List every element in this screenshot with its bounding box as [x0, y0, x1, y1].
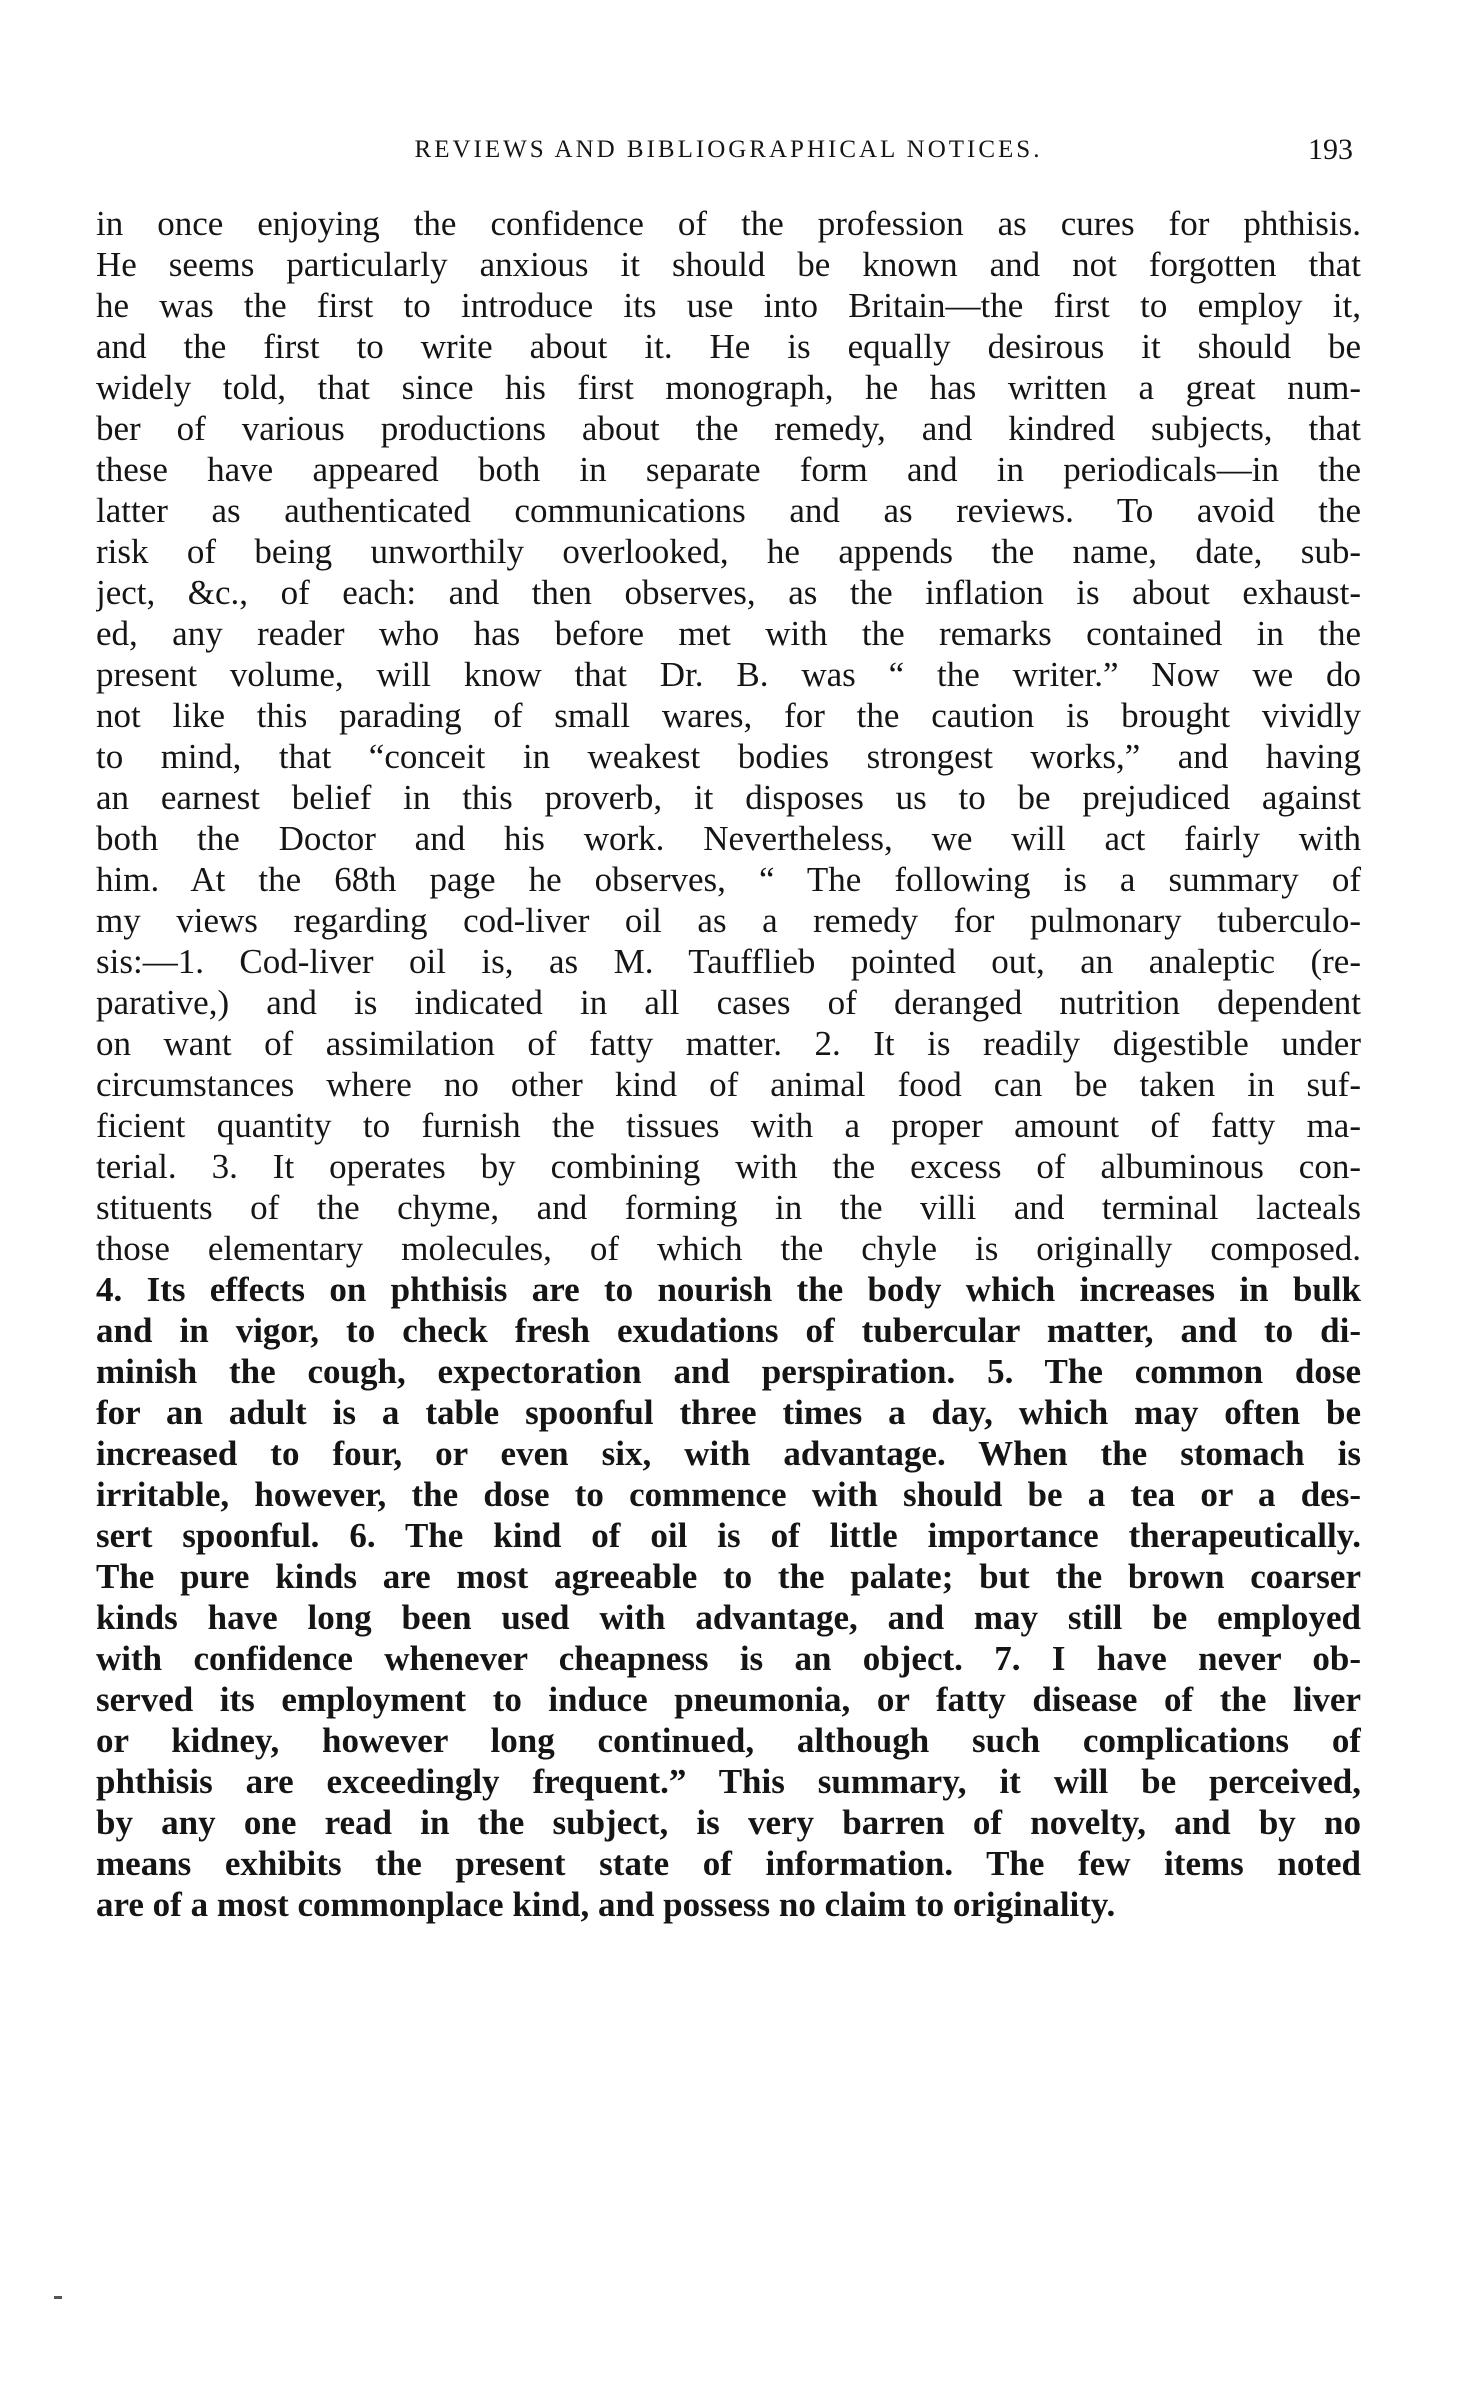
page-number: 193	[1308, 133, 1353, 166]
running-title: REVIEWS AND BIBLIOGRAPHICAL NOTICES.	[414, 136, 1043, 163]
text-line: on want of assimilation of fatty matter. 2. It is readily digestible under	[96, 1024, 1361, 1063]
text-line: terial. 3. It operates by combining with the excess of albuminous con-	[96, 1147, 1361, 1186]
text-line: irritable, however, the dose to commence with should be a tea or a des-	[96, 1475, 1361, 1514]
text-line: latter as authenticated communications and as reviews. To avoid the	[96, 491, 1361, 530]
text-line: he was the first to introduce its use into Britain—the first to employ it,	[96, 286, 1361, 325]
text-line: or kidney, however long continued, although such complications of	[96, 1721, 1361, 1760]
text-line: those elementary molecules, of which the chyle is originally composed.	[96, 1229, 1361, 1268]
text-line: He seems particularly anxious it should be known and not forgotten that	[96, 245, 1361, 284]
text-line: my views regarding cod-liver oil as a remedy for pulmonary tuberculo-	[96, 901, 1361, 940]
text-line: an earnest belief in this proverb, it disposes us to be prejudiced against	[96, 778, 1361, 817]
text-line: to mind, that “conceit in weakest bodies strongest works,” and having	[96, 737, 1361, 776]
text-line: ber of various productions about the remedy, and kindred subjects, that	[96, 409, 1361, 448]
text-line: both the Doctor and his work. Nevertheless, we will act fairly with	[96, 819, 1361, 858]
text-line: means exhibits the present state of information. The few items noted	[96, 1844, 1361, 1883]
text-line: these have appeared both in separate form and in periodicals—in the	[96, 450, 1361, 489]
text-line: not like this parading of small wares, for the caution is brought vividly	[96, 696, 1361, 735]
text-line: minish the cough, expectoration and perspiration. 5. The common dose	[96, 1352, 1361, 1391]
text-line: widely told, that since his first monograph, he has written a great num-	[96, 368, 1361, 407]
text-line: present volume, will know that Dr. B. was “ the writer.” Now we do	[96, 655, 1361, 694]
text-line: phthisis are exceedingly frequent.” This summary, it will be perceived,	[96, 1762, 1361, 1801]
text-line: ed, any reader who has before met with the remarks contained in the	[96, 614, 1361, 653]
text-line: in once enjoying the confidence of the profession as cures for phthisis.	[96, 204, 1361, 243]
text-line: are of a most commonplace kind, and possess no claim to originality.	[96, 1885, 1116, 1924]
text-line: with confidence whenever cheapness is an object. 7. I have never ob-	[96, 1639, 1361, 1678]
text-line: sis:—1. Cod-liver oil is, as M. Taufflieb pointed out, an analeptic (re-	[96, 942, 1361, 981]
text-line: by any one read in the subject, is very barren of novelty, and by no	[96, 1803, 1361, 1842]
stray-ink-mark	[54, 2296, 62, 2299]
text-line: stituents of the chyme, and forming in the villi and terminal lacteals	[96, 1188, 1361, 1227]
text-line: The pure kinds are most agreeable to the palate; but the brown coarser	[96, 1557, 1361, 1596]
text-line: circumstances where no other kind of animal food can be taken in suf-	[96, 1065, 1361, 1104]
text-line: served its employment to induce pneumonia, or fatty disease of the liver	[96, 1680, 1361, 1719]
text-line: for an adult is a table spoonful three times a day, which may often be	[96, 1393, 1361, 1432]
page-header	[96, 128, 1361, 172]
body-text	[96, 203, 1361, 1925]
text-line: sert spoonful. 6. The kind of oil is of little importance therapeutically.	[96, 1516, 1361, 1555]
text-line: ficient quantity to furnish the tissues with a proper amount of fatty ma-	[96, 1106, 1361, 1145]
text-line: kinds have long been used with advantage, and may still be employed	[96, 1598, 1361, 1637]
text-line: and the first to write about it. He is equally desirous it should be	[96, 327, 1361, 366]
text-line: him. At the 68th page he observes, “ The following is a summary of	[96, 860, 1361, 899]
text-line: risk of being unworthily overlooked, he appends the name, date, sub-	[96, 532, 1361, 571]
text-line: parative,) and is indicated in all cases of deranged nutrition dependent	[96, 983, 1361, 1022]
text-line: ject, &c., of each: and then observes, as the inflation is about exhaust-	[96, 573, 1361, 612]
text-line: increased to four, or even six, with advantage. When the stomach is	[96, 1434, 1361, 1473]
text-line: 4. Its effects on phthisis are to nourish the body which increases in bulk	[96, 1270, 1361, 1309]
text-line: and in vigor, to check fresh exudations of tubercular matter, and to di-	[96, 1311, 1361, 1350]
